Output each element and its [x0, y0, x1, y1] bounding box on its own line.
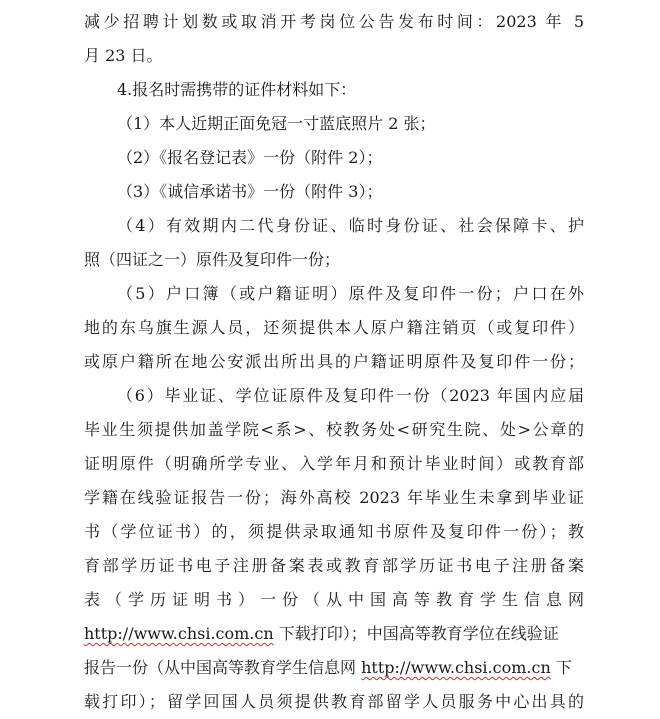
text-line: （4）有效期内二代身份证、临时身份证、社会保障卡、护 — [117, 216, 584, 235]
text-line-with-link — [84, 617, 584, 651]
text-line: 表（学历证明书）一份（从中国高等教育学生信息网 — [84, 590, 584, 609]
text-line: （6）毕业证、学位证原件及复印件一份（2023 年国内应届 — [117, 386, 584, 405]
line-text-after-link: 下载打印）；中国高等教育学位在线验证 — [273, 624, 559, 643]
text-line: 照（四证之一）原件及复印件一份； — [84, 250, 341, 269]
text-line: 学籍在线验证报告一份；海外高校 2023 年毕业生未拿到毕业证 — [84, 488, 584, 507]
text-line: 减少招聘计划数或取消开考岗位公告发布时间：2023 年 5 — [84, 12, 584, 31]
text-line: （5）户口簿（或户籍证明）原件及复印件一份；户口在外 — [117, 284, 584, 303]
text-line: 月 23 日。 — [84, 46, 163, 65]
text-line: 证明原件（明确所学专业、入学年月和预计毕业时间）或教育部 — [84, 454, 584, 473]
chsi-url-link[interactable]: http://www.chsi.com.cn — [84, 624, 274, 643]
line-text-before-link: 报告一份（从中国高等教育学生信息网 — [84, 658, 362, 677]
text-line: 载打印）；留学回国人员须提供教育部留学人员服务中心出具的 — [84, 692, 584, 711]
text-line: 书（学位证书）的，须提供录取通知书原件及复印件一份）；教 — [84, 522, 584, 541]
text-line: 或原户籍所在地公安派出所出具的户籍证明原件及复印件一份； — [84, 352, 584, 371]
text-line: 4.报名时需携带的证件材料如下： — [117, 80, 357, 99]
text-line: （2）《报名登记表》一份（附件 2）； — [117, 148, 383, 167]
chsi-url-link[interactable]: http://www.chsi.com.cn — [361, 658, 551, 677]
text-line: 毕业生须提供加盖学院<系>、校教务处<研究生院、处>公章的 — [84, 420, 584, 439]
text-line-with-link — [84, 651, 584, 685]
text-line: （1）本人近期正面免冠一寸蓝底照片 2 张； — [117, 114, 436, 133]
line-text-after-link: 下 — [550, 658, 572, 677]
text-line: （3）《诚信承诺书》一份（附件 3）； — [117, 182, 383, 201]
text-line: 地的东乌旗生源人员，还须提供本人原户籍注销页（或复印件） — [84, 318, 584, 337]
text-line: 育部学历证书电子注册备案表或教育部学历证书电子注册备案 — [84, 556, 584, 575]
